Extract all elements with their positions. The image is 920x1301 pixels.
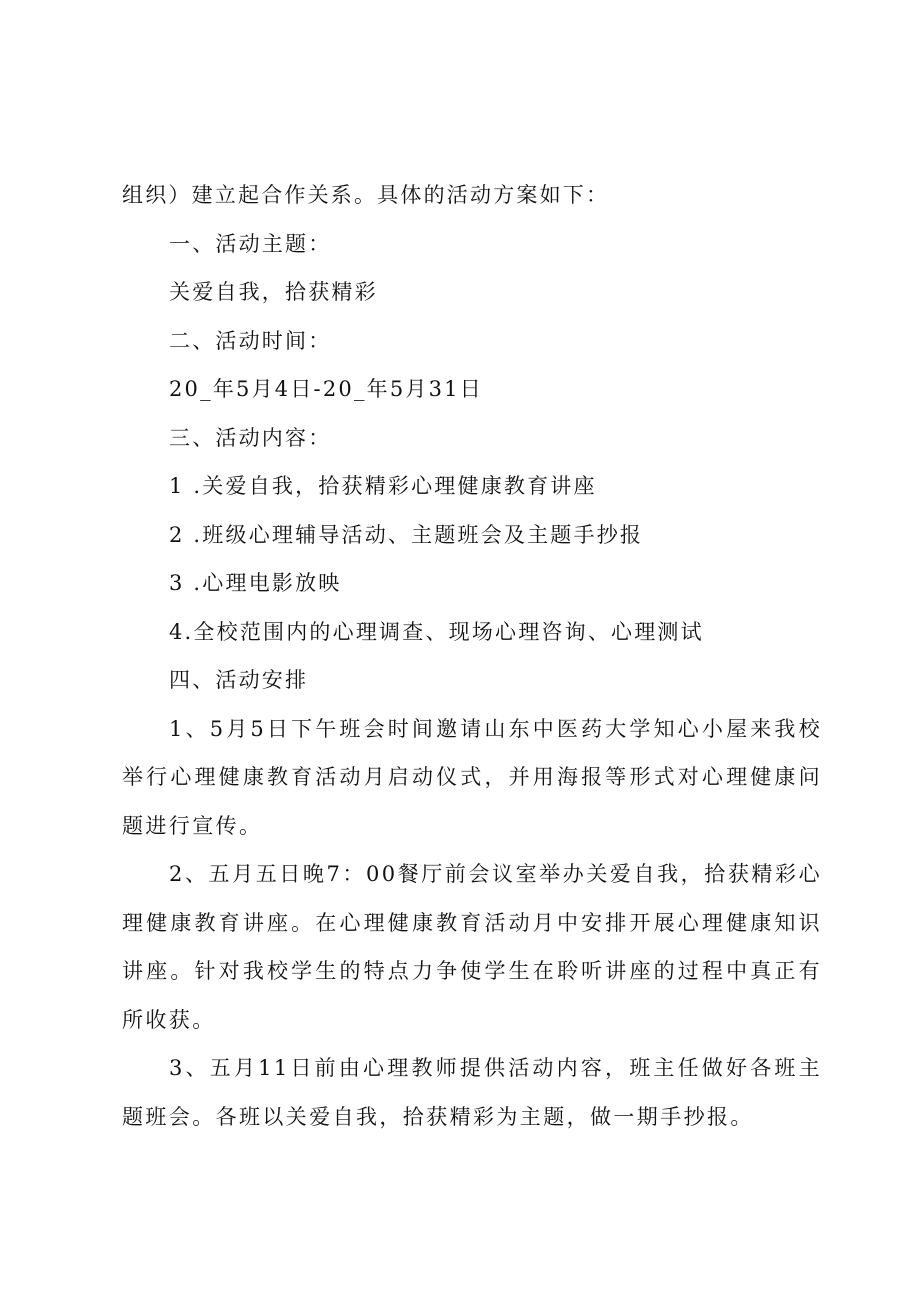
arrangement-paragraph: 3、五月11日前由心理教师提供活动内容，班主任做好各班主题班会。各班以关爱自我，拾获精彩为主题，做一期手抄报。 xyxy=(122,1056,822,1129)
arrangement-paragraph: 1、5月5日下午班会时间邀请山东中医药大学知心小屋来我校举行心理健康教育活动月启动仪式，并用海报等形式对心理健康问题进行宣传。 xyxy=(122,716,822,838)
intro-text: 组织）建立起合作关系。具体的活动方案如下： xyxy=(122,183,610,207)
dates-text: 20_年5月4日-20_年5月31日 xyxy=(169,377,483,401)
section-heading-theme: 一、活动主题： xyxy=(169,231,332,256)
theme-text: 关爱自我，拾获精彩 xyxy=(169,280,378,304)
section-heading-content: 三、活动内容： xyxy=(169,425,332,450)
content-item: 3 .心理电影放映 xyxy=(169,571,342,595)
section-heading-arrangement: 四、活动安排 xyxy=(169,668,309,692)
content-item: 1 .关爱自我，拾获精彩心理健康教育讲座 xyxy=(169,474,597,498)
content-item: 4.全校范围内的心理调查、现场心理咨询、心理测试 xyxy=(169,619,704,644)
section-heading-time: 二、活动时间： xyxy=(169,328,332,353)
document-body xyxy=(122,171,822,1141)
content-item: 2 .班级心理辅导活动、主题班会及主题手抄报 xyxy=(169,522,644,547)
arrangement-paragraph: 2、五月五日晚7：00餐厅前会议室举办关爱自我，拾获精彩心理健康教育讲座。在心理健康教育活动月中安排开展心理健康知识讲座。针对我校学生的特点力争使学生在聆听讲座的过程中真正有所收获。 xyxy=(122,862,822,1032)
